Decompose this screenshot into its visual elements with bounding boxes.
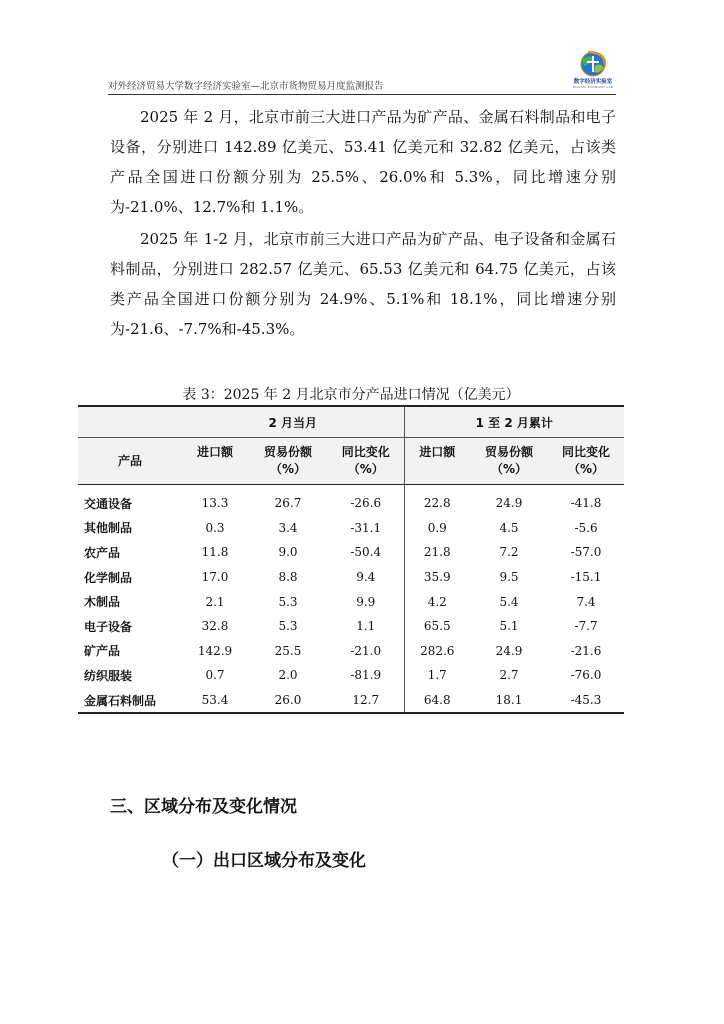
cell-import-cum: 1.7 <box>427 668 447 683</box>
cell-share-cum: 9.5 <box>499 570 519 585</box>
logo-subtext: DIGITAL ECONOMY LAB <box>572 85 614 89</box>
col-header-change-line2: （%） <box>347 462 384 476</box>
col-header-share <box>248 438 328 485</box>
col-header-import-cum-label: 进口额 <box>419 445 456 459</box>
cell-import-cum: 22.8 <box>423 496 451 511</box>
row-product-name: 化学制品 <box>84 570 133 585</box>
cell-import: 11.8 <box>201 545 229 560</box>
cell-import-cum: 21.8 <box>423 545 451 560</box>
cell-import-cum: 64.8 <box>404 688 470 714</box>
col-header-import <box>182 438 248 485</box>
cell-import-cum: 65.5 <box>423 619 451 634</box>
cell-change: -81.9 <box>328 663 404 688</box>
cell-share-cum: 2.7 <box>499 668 519 683</box>
cell-change-cum: 7.4 <box>576 594 596 609</box>
cell-share: 3.4 <box>278 520 298 535</box>
paragraph-february: 2025 年 2 月，北京市前三大进口产品为矿产品、金属石料制品和电子设备，分别进口 142.89 亿美元、53.41 亿美元和 32.82 亿美元，占该类产品全国进口份额分别为 25.5%、26.0%和 5.3%，同比增速分别为-21.0%、12.7%和 1.1%。 <box>110 108 616 216</box>
subsection-heading: （一）出口区域分布及变化 <box>162 851 366 871</box>
cell-change-cum: -76.0 <box>570 668 602 683</box>
cell-share: 25.5 <box>274 643 302 658</box>
cell-share-cum: 24.9 <box>495 496 523 511</box>
col-header-import-cum <box>404 438 470 485</box>
cell-change-cum: -15.1 <box>570 570 602 585</box>
table-row <box>78 516 624 541</box>
cell-change-cum: -45.3 <box>548 688 624 714</box>
cell-change: 9.4 <box>328 565 404 590</box>
row-product-name: 电子设备 <box>84 619 133 634</box>
row-product-name: 交通设备 <box>84 496 133 511</box>
header-divider <box>108 94 616 95</box>
cell-change-cum: -21.6 <box>570 643 602 658</box>
col-header-change-cum <box>548 438 624 485</box>
cell-import: 2.1 <box>205 594 225 609</box>
col-header-share-cum-line1: 贸易份额 <box>484 445 533 459</box>
col-header-share-line2: （%） <box>269 462 307 476</box>
table-row <box>78 589 624 614</box>
col-header-change <box>328 438 404 485</box>
cell-share: 26.0 <box>248 688 328 714</box>
table-row <box>78 663 624 688</box>
cell-share: 26.7 <box>274 496 302 511</box>
cell-change: 12.7 <box>328 688 404 714</box>
row-product-name: 其他制品 <box>84 521 133 536</box>
globe-logo-icon <box>568 50 618 78</box>
paragraph-jan-feb: 2025 年 1-2 月，北京市前三大进口产品为矿产品、电子设备和金属石料制品，分别进口 282.57 亿美元、65.53 亿美元和 64.75 亿美元，占该类产品全国进口份额分别为 24.9%、5.1%和 18.1%，同比增速分别为-21.6、-7.7%和-45.3%。 <box>110 230 616 338</box>
col-header-change-line1: 同比变化 <box>341 445 390 459</box>
cell-change: -31.1 <box>328 516 404 541</box>
cell-change: 1.1 <box>328 614 404 639</box>
lab-logo <box>568 50 618 90</box>
cell-share: 2.0 <box>278 668 298 683</box>
header-text: 对外经济贸易大学数字经济实验室—北京市货物贸易月度监测报告 <box>108 81 384 92</box>
page-header <box>108 50 616 96</box>
section-heading: 三、区域分布及变化情况 <box>110 797 297 817</box>
table-title: 表 3：2025 年 2 月北京市分产品进口情况（亿美元） <box>182 387 520 403</box>
cell-import: 0.3 <box>205 520 225 535</box>
row-product-name: 木制品 <box>84 595 121 610</box>
cell-share: 5.3 <box>278 594 298 609</box>
cell-change-cum: -41.8 <box>570 496 602 511</box>
row-product-name: 矿产品 <box>84 644 121 659</box>
import-table <box>78 405 624 714</box>
group-header-blank <box>78 406 182 438</box>
col-header-share-line1: 贸易份额 <box>263 445 312 459</box>
table-row <box>78 688 624 714</box>
cell-share: 9.0 <box>278 545 298 560</box>
cell-import-cum: 4.2 <box>427 594 447 609</box>
col-header-change-cum-line1: 同比变化 <box>562 445 611 459</box>
cell-change: -26.6 <box>328 485 404 516</box>
table-body <box>78 485 624 714</box>
table-row <box>78 565 624 590</box>
cell-change: 9.9 <box>328 589 404 614</box>
cell-share-cum: 7.2 <box>499 545 519 560</box>
cell-import: 17.0 <box>201 570 229 585</box>
col-header-product: 产品 <box>78 438 182 485</box>
cell-share: 5.3 <box>278 619 298 634</box>
row-product-name: 金属石料制品 <box>78 688 182 714</box>
cell-import: 0.7 <box>205 668 225 683</box>
cell-import: 13.3 <box>201 496 229 511</box>
cell-share-cum: 5.1 <box>499 619 519 634</box>
row-product-name: 农产品 <box>84 545 121 560</box>
cell-import-cum: 35.9 <box>423 570 451 585</box>
cell-share-cum: 5.4 <box>499 594 519 609</box>
row-product-name: 纺织服装 <box>84 668 133 683</box>
col-header-share-cum-line2: （%） <box>490 462 528 476</box>
col-header-change-cum-line2: （%） <box>567 462 605 476</box>
group-header-current: 2 月当月 <box>182 406 404 438</box>
logo-text: 数字经济实验室 <box>573 79 613 85</box>
group-header-cumulative: 1 至 2 月累计 <box>404 406 624 438</box>
table-row <box>78 540 624 565</box>
cell-import: 142.9 <box>197 643 233 658</box>
col-header-share-cum <box>470 438 548 485</box>
table-row <box>78 614 624 639</box>
cell-change-cum: -7.7 <box>574 619 598 634</box>
cell-change-cum: -5.6 <box>574 520 598 535</box>
table-row <box>78 485 624 516</box>
cell-share-cum: 24.9 <box>495 643 523 658</box>
cell-share-cum: 18.1 <box>470 688 548 714</box>
cell-import: 53.4 <box>182 688 248 714</box>
cell-import-cum: 282.6 <box>420 643 455 658</box>
cell-import: 32.8 <box>201 619 229 634</box>
cell-change: -21.0 <box>328 639 404 664</box>
cell-change-cum: -57.0 <box>570 545 602 560</box>
cell-share-cum: 4.5 <box>499 520 519 535</box>
col-header-import-label: 进口额 <box>196 445 233 459</box>
cell-import-cum: 0.9 <box>427 520 447 535</box>
table-row <box>78 639 624 664</box>
cell-change: -50.4 <box>328 540 404 565</box>
cell-share: 8.8 <box>278 570 298 585</box>
